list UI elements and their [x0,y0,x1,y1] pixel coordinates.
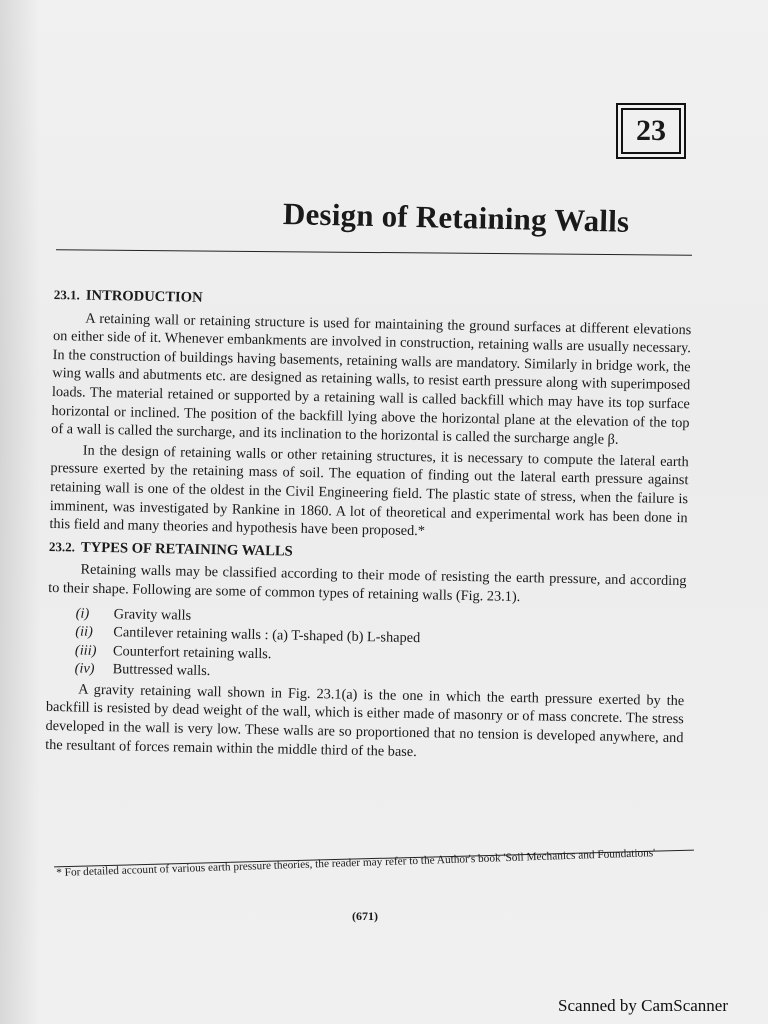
chapter-number-box [616,103,686,159]
list-text: Buttressed walls. [112,661,211,680]
title-divider [56,249,692,256]
scanner-watermark: Scanned by CamScanner [558,996,728,1015]
list-marker: (i) [75,604,90,622]
wall-types-list [74,604,685,690]
page-shadow [0,0,40,1024]
paragraph-intro-1: A retaining wall or retaining structure is used for maintaining the ground surfaces at different elevations on either side of it. Whenever embankments are involved in construction, retaining walls are usually necessary. In the construction of buildings having basements, retaining walls are mandatory. Similarly in bridge work, the wing walls and abutments etc. are designed as retaining walls, to resist earth pressure along with superimposed loads. The material retained or supported by a retaining wall is called backfill which may have its top surface horizontal or inclined. The position of the backfill lying above the horizontal plane at the elevation of the top of a wall is called the surcharge, and its inclination to the horizontal is called the surcharge angle β. [51,310,692,449]
chapter-title: Design of Retaining Walls [282,196,630,239]
section-title: TYPES OF RETAINING WALLS [80,539,293,560]
body-text [45,286,692,766]
list-text: Counterfort retaining walls. [112,642,272,662]
footnote: * For detailed account of various earth pressure theories, the reader may refer to the Author's book 'Soil Mechanics and Foundations' [56,847,656,879]
list-text: Gravity walls [113,605,192,624]
paragraph-gravity-wall: A gravity retaining wall shown in Fig. 23.1(a) is the one in which the earth pressure exerted by the backfill is resisted by dead weight of the wall, which is either made of masonry or of mass concrete. The stress developed in the wall is very low. These walls are so proportioned that no tension is developed anywhere, and the resultant of forces remain within the middle third of the base. [45,681,685,760]
section-number: 23.1. [53,286,80,303]
section-number: 23.2. [48,538,76,555]
page-number: (671) [352,909,378,923]
list-marker: (iii) [74,642,97,659]
chapter-number: 23 [621,108,681,154]
list-marker: (ii) [75,623,93,640]
paragraph-types-intro: Retaining walls may be classified according to their mode of resisting the earth pressure, and according to their shape. Following are some of common types of retaining walls (Fig. 23.1). [48,561,687,605]
list-marker: (iv) [74,660,95,678]
section-title: INTRODUCTION [85,287,203,306]
list-text: Cantilever retaining walls : (a) T-shaped (b) L-shaped [113,624,421,647]
paragraph-intro-2: In the design of retaining walls or other retaining structures, it is necessary to compute the lateral earth pressure exerted by the retaining mass of soil. The equation of finding out the lateral earth pressure against retaining wall is one of the oldest in the Civil Engineering field. The plastic state of stress, when the failure is imminent, was investigated by Rankine in 1860. A lot of theoretical and experimental work has been done in this field and many theories and hypothesis have been proposed.* [49,442,689,540]
